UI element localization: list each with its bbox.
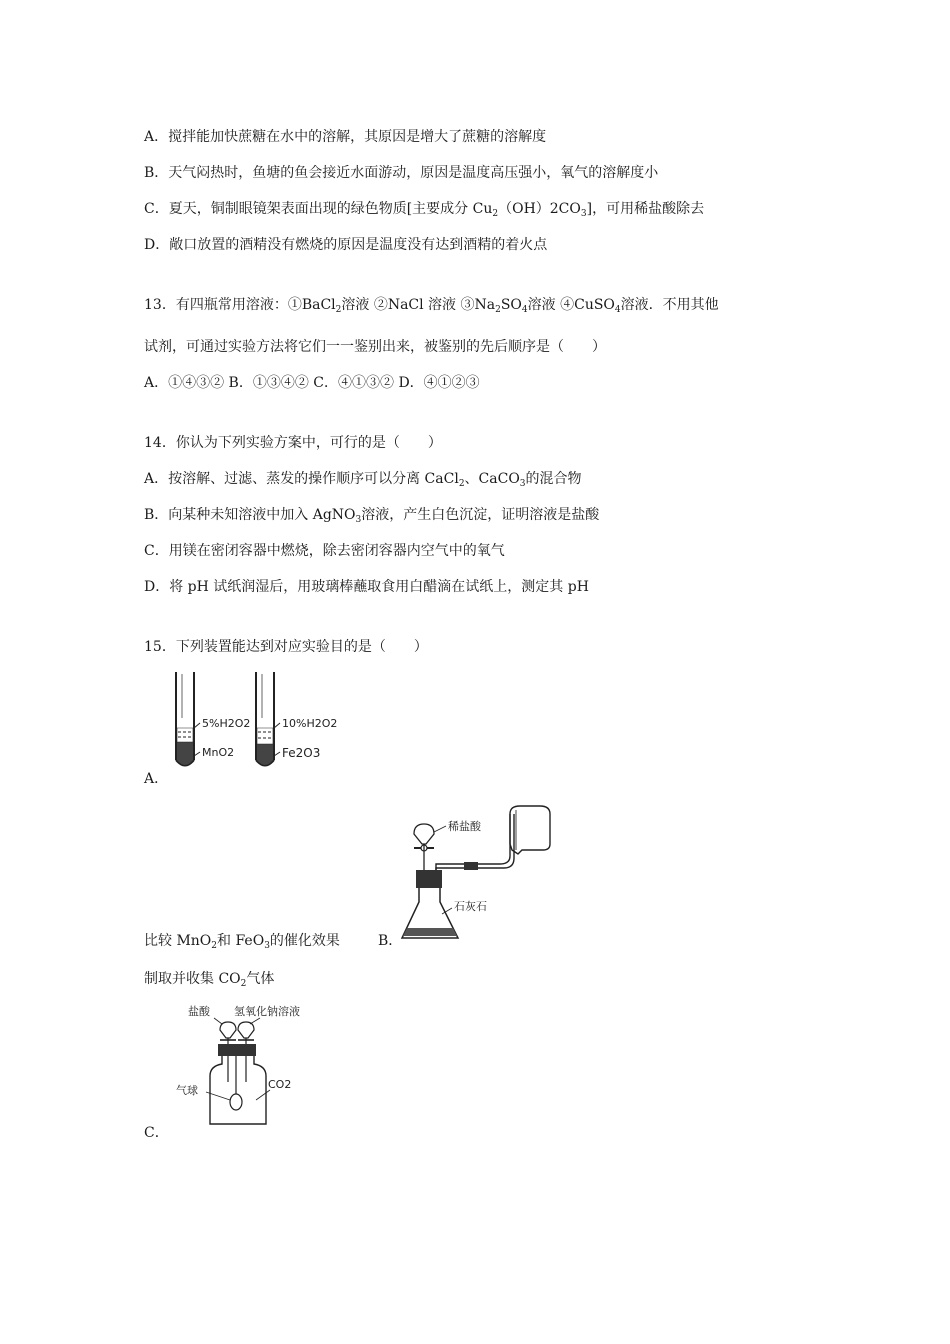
gas-collection-bottle xyxy=(510,806,550,854)
q14-option-b: B．向某种未知溶液中加入 AgNO$_3$溶液，产生白色沉淀，证明溶液是盐酸 xyxy=(144,507,600,525)
rubber-connector xyxy=(464,862,478,870)
funnel2-label: 氢氧化钠溶液 xyxy=(234,1005,300,1018)
stopper xyxy=(416,870,442,888)
q13-options: A．①④③② B．①③④② C．④①③② D．④①②③ xyxy=(144,375,480,391)
test-tube-2 xyxy=(256,672,337,766)
caption-a: 比较 MnO$_2$和 FeO$_3$的催化效果 xyxy=(144,933,340,951)
acid-label: 稀盐酸 xyxy=(448,820,481,833)
tube2-bottom-label: Fe2O3 xyxy=(282,746,321,760)
figure-a-test-tubes xyxy=(168,668,340,774)
tube1-bottom-label: MnO2 xyxy=(202,746,235,759)
q14-option-c: C．用镁在密闭容器中燃烧，除去密闭容器内空气中的氧气 xyxy=(144,543,505,559)
funnel1-label: 盐酸 xyxy=(188,1005,210,1018)
option-b-label: B． xyxy=(378,933,403,949)
stopper xyxy=(218,1044,256,1056)
test-tube-1 xyxy=(176,672,250,766)
q14-option-a: A．按溶解、过滤、蒸发的操作顺序可以分离 CaCl$_2$、CaCO$_3$的混合物 xyxy=(144,471,582,489)
option-a-label: A． xyxy=(144,771,169,787)
q12-option-b: B．天气闷热时，鱼塘的鱼会接近水面游动，原因是温度高压强小，氧气的溶解度小 xyxy=(144,165,659,181)
limestone-label: 石灰石 xyxy=(454,900,487,913)
option-c-label: C． xyxy=(144,1125,169,1141)
q14-stem: 14．你认为下列实验方案中，可行的是（ ） xyxy=(144,435,442,451)
co2-label: CO2 xyxy=(268,1078,292,1091)
balloon xyxy=(230,1094,242,1110)
q12-option-a: A．搅拌能加快蔗糖在水中的溶解，其原因是增大了蔗糖的溶解度 xyxy=(144,129,547,145)
conical-flask xyxy=(402,888,487,938)
figure-b-co2-apparatus xyxy=(400,804,562,946)
caption-b: 制取并收集 $CO_2$气体 xyxy=(144,971,275,989)
q14-option-d: D．将 pH 试纸润湿后，用玻璃棒蘸取食用白醋滴在试纸上，测定其 pH xyxy=(144,579,589,595)
tube2-label: 10%H2O2 xyxy=(282,717,338,730)
q13-stem: 13．有四瓶常用溶液：①BaCl$_2$溶液 ②NaCl 溶液 $③Na_2SO_4$溶液 ④CuSO$_4$溶液．不用其他 xyxy=(144,297,719,315)
q12-option-d: D．敞口放置的酒精没有燃烧的原因是温度没有达到酒精的着火点 xyxy=(144,237,548,253)
q13-stem-line2: 试剂，可通过实验方法将它们一一鉴别出来，被鉴别的先后顺序是（ ） xyxy=(144,339,606,355)
figure-c-balloon-apparatus xyxy=(176,1002,326,1130)
q15-stem: 15．下列装置能达到对应实验目的是（ ） xyxy=(144,639,428,655)
q12-option-c: C．夏天，铜制眼镜架表面出现的绿色物质[主要成分 $Cu_2(OH)2CO_3$]，可用稀盐酸除去 xyxy=(144,201,705,219)
wide-bottle xyxy=(210,1056,266,1124)
balloon-label: 气球 xyxy=(176,1084,198,1097)
tube1-label: 5%H2O2 xyxy=(202,717,251,730)
